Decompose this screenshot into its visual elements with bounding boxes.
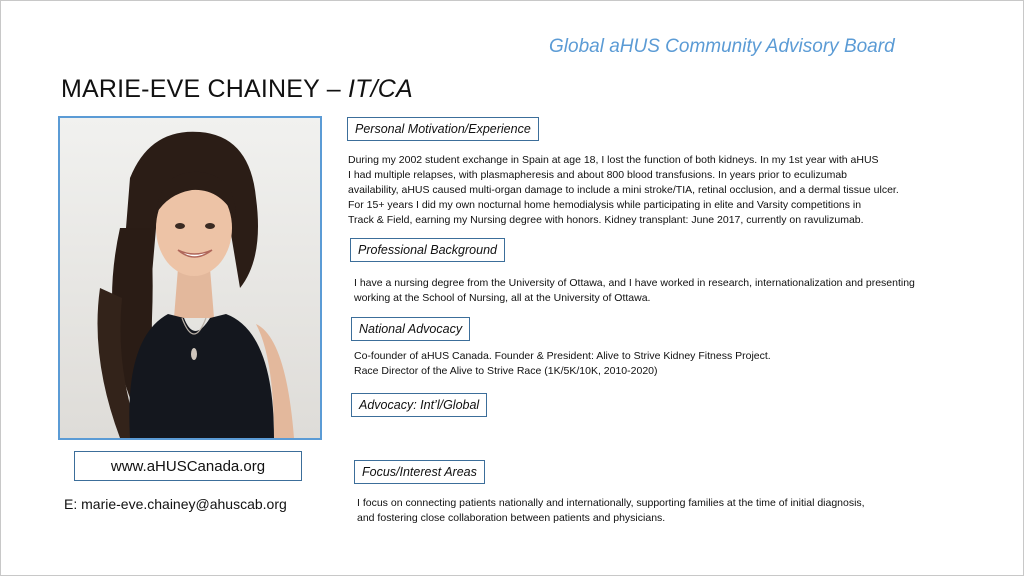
text-line: Co-founder of aHUS Canada. Founder & President: Alive to Strive Kidney Fitness Project. bbox=[354, 350, 771, 362]
person-role: IT/CA bbox=[347, 75, 413, 103]
section-label-national: National Advocacy bbox=[351, 317, 470, 341]
text-line: and fostering close collaboration between patients and physicians. bbox=[357, 512, 666, 524]
text-line: I focus on connecting patients nationally and internationally, supporting families at the time of initial diagnosis, bbox=[357, 497, 865, 509]
section-label-focus: Focus/Interest Areas bbox=[354, 460, 485, 484]
section-text-national bbox=[354, 349, 771, 379]
portrait-illustration bbox=[60, 118, 320, 438]
text-line: Race Director of the Alive to Strive Race (1K/5K/10K, 2010-2020) bbox=[354, 365, 658, 377]
profile-photo bbox=[58, 116, 322, 440]
text-line: For 15+ years I did my own nocturnal home hemodialysis while participating in elite and Varsity competitions in bbox=[348, 199, 862, 211]
website-link[interactable]: www.aHUSCanada.org bbox=[74, 451, 302, 481]
page-title bbox=[61, 75, 413, 104]
board-title: Global aHUS Community Advisory Board bbox=[549, 36, 895, 57]
section-text-focus bbox=[357, 496, 865, 526]
email-address: E: marie-eve.chainey@ahuscab.org bbox=[64, 496, 287, 512]
text-line: I had multiple relapses, with plasmapheresis and about 800 blood transfusions. In years prior to eculizumab bbox=[348, 169, 848, 181]
section-text-professional bbox=[354, 276, 915, 306]
text-line: I have a nursing degree from the University of Ottawa, and I have worked in research, internationalization and presenting bbox=[354, 277, 915, 289]
text-line: working at the School of Nursing, all at the University of Ottawa. bbox=[354, 292, 651, 304]
section-label-motivation: Personal Motivation/Experience bbox=[347, 117, 539, 141]
section-label-international: Advocacy: Int’l/Global bbox=[351, 393, 487, 417]
title-separator: – bbox=[319, 75, 348, 103]
section-text-motivation bbox=[348, 153, 899, 228]
text-line: Track & Field, earning my Nursing degree with honors. Kidney transplant: June 2017, currently on ravulizumab. bbox=[348, 214, 864, 226]
person-name: MARIE-EVE CHAINEY bbox=[61, 75, 320, 103]
section-label-professional: Professional Background bbox=[350, 238, 505, 262]
text-line: During my 2002 student exchange in Spain at age 18, I lost the function of both kidneys. In my 1st year with aHUS bbox=[348, 154, 879, 166]
text-line: availability, aHUS caused multi-organ damage to include a mini stroke/TIA, retinal occlusion, and a dermal tissue ulcer. bbox=[348, 184, 899, 196]
